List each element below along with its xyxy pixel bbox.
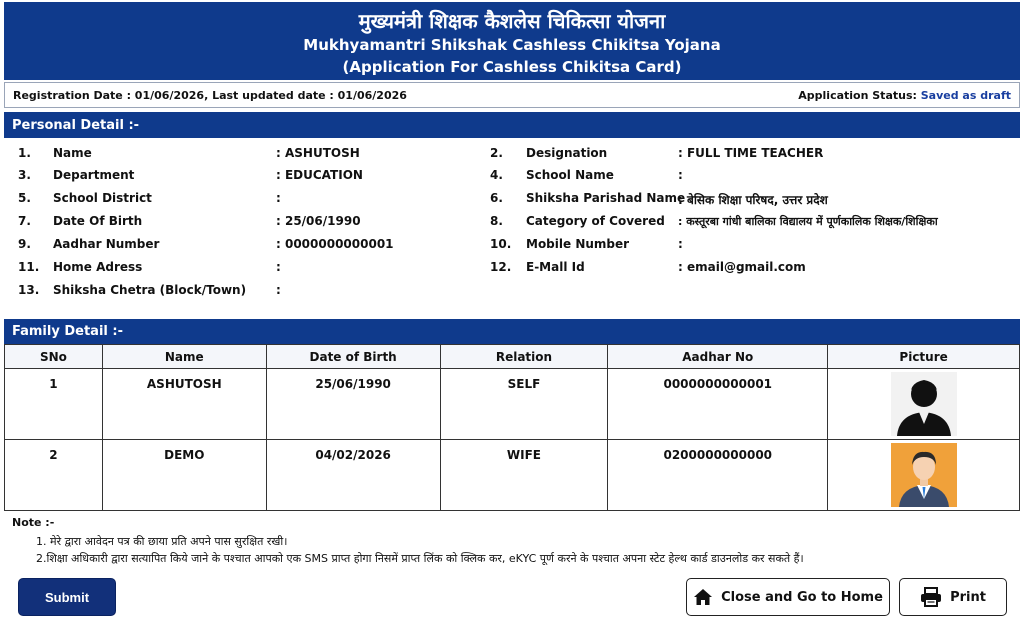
family-detail-header: Family Detail :- [4, 319, 1020, 344]
field-value: : [678, 168, 683, 182]
field-number: 4. [490, 168, 503, 182]
field-label: E-Mall Id [526, 260, 585, 274]
page-header [4, 2, 1020, 80]
cell-dob: 04/02/2026 [266, 440, 440, 511]
registration-info-bar [4, 82, 1020, 108]
print-label: Print [950, 589, 986, 605]
field-value: : बेसिक शिक्षा परिषद, उत्तर प्रदेश [678, 193, 828, 207]
field-label: Home Adress [53, 260, 143, 274]
submit-button[interactable]: Submit [18, 578, 116, 616]
registration-dates: Registration Date : 01/06/2026, Last updated date : 01/06/2026 [13, 88, 407, 102]
application-status [798, 89, 1011, 102]
cell-relation: WIFE [440, 440, 608, 511]
cell-aadhar: 0000000000001 [608, 369, 828, 440]
home-icon [693, 587, 713, 607]
field-value: : [678, 237, 683, 251]
personal-detail-header: Personal Detail :- [4, 112, 1020, 138]
column-header-name: Name [102, 345, 266, 369]
field-label: School Name [526, 168, 614, 182]
cell-aadhar: 0200000000000 [608, 440, 828, 511]
cell-dob: 25/06/1990 [266, 369, 440, 440]
cell-name: ASHUTOSH [102, 369, 266, 440]
status-value: Saved as draft [920, 88, 1011, 102]
field-label: Aadhar Number [53, 237, 160, 251]
print-button[interactable] [899, 578, 1007, 616]
personal-detail-panel [4, 138, 1020, 318]
column-header-relation: Relation [440, 345, 608, 369]
field-value: : [276, 191, 281, 205]
cell-picture [828, 369, 1020, 440]
field-value: : कस्तूरबा गांधी बालिका विद्यालय में पूर्णकालिक शिक्षक/शिक्षिका [678, 215, 938, 228]
field-number: 5. [18, 191, 31, 205]
note-lines [36, 533, 804, 567]
field-number: 2. [490, 146, 503, 160]
printer-icon [920, 587, 942, 607]
field-number: 6. [490, 191, 503, 205]
table-row [5, 440, 1020, 511]
column-header-picture: Picture [828, 345, 1020, 369]
cell-picture [828, 440, 1020, 511]
cell-relation: SELF [440, 369, 608, 440]
field-number: 9. [18, 237, 31, 251]
header-subtitle: (Application For Cashless Chikitsa Card) [342, 58, 682, 76]
field-number: 13. [18, 283, 40, 297]
cell-sno: 1 [5, 369, 103, 440]
field-number: 1. [18, 146, 31, 160]
family-table [4, 344, 1020, 511]
field-label: Date Of Birth [53, 214, 143, 228]
field-value: : 0000000000001 [276, 237, 394, 251]
field-value: : email@gmail.com [678, 260, 806, 274]
field-label: School District [53, 191, 152, 205]
family-table-header-row [5, 345, 1020, 369]
status-label: Application Status: [798, 88, 917, 102]
field-number: 10. [490, 237, 512, 251]
field-value: : ASHUTOSH [276, 146, 360, 160]
field-number: 3. [18, 168, 31, 182]
field-label: Name [53, 146, 92, 160]
note-line-2: 2.शिक्षा अधिकारी द्वारा सत्यापित किये जाने के पश्चात आपको एक SMS प्राप्त होगा निसमें प्राप्त लिंक को क्लिक कर, eKYC पूर्ण करने के पश्चात अपना स्टेट हेल्थ कार्ड डाउनलोड कर सकते हैं। [36, 552, 804, 565]
field-label: Shiksha Parishad Name [526, 191, 686, 205]
field-value: : EDUCATION [276, 168, 363, 182]
field-label: Shiksha Chetra (Block/Town) [53, 283, 247, 297]
note-title: Note :- [12, 516, 55, 529]
field-number: 8. [490, 214, 503, 228]
column-header-sno: SNo [5, 345, 103, 369]
column-header-aadhar-no: Aadhar No [608, 345, 828, 369]
cell-name: DEMO [102, 440, 266, 511]
table-row [5, 369, 1020, 440]
header-title-english: Mukhyamantri Shikshak Cashless Chikitsa Yojana [303, 36, 721, 54]
field-label: Mobile Number [526, 237, 630, 251]
field-number: 7. [18, 214, 31, 228]
field-value: : [276, 260, 281, 274]
close-and-go-home-label: Close and Go to Home [721, 589, 883, 605]
field-number: 12. [490, 260, 512, 274]
field-label: Department [53, 168, 135, 182]
field-value: : FULL TIME TEACHER [678, 146, 824, 160]
close-and-go-home-button[interactable] [686, 578, 890, 616]
male-silhouette-avatar-icon [891, 372, 957, 436]
man-in-suit-avatar-icon [891, 443, 957, 507]
field-value: : [276, 283, 281, 297]
cell-sno: 2 [5, 440, 103, 511]
note-line-1: 1. मेरे द्वारा आवेदन पत्र की छाया प्रति अपने पास सुरक्षित रखी। [36, 535, 288, 548]
column-header-date-of-birth: Date of Birth [266, 345, 440, 369]
field-value: : 25/06/1990 [276, 214, 361, 228]
field-label: Designation [526, 146, 608, 160]
field-label: Category of Covered [526, 214, 665, 228]
field-number: 11. [18, 260, 40, 274]
header-title-hindi: मुख्यमंत्री शिक्षक कैशलेस चिकित्सा योजना [358, 9, 666, 33]
